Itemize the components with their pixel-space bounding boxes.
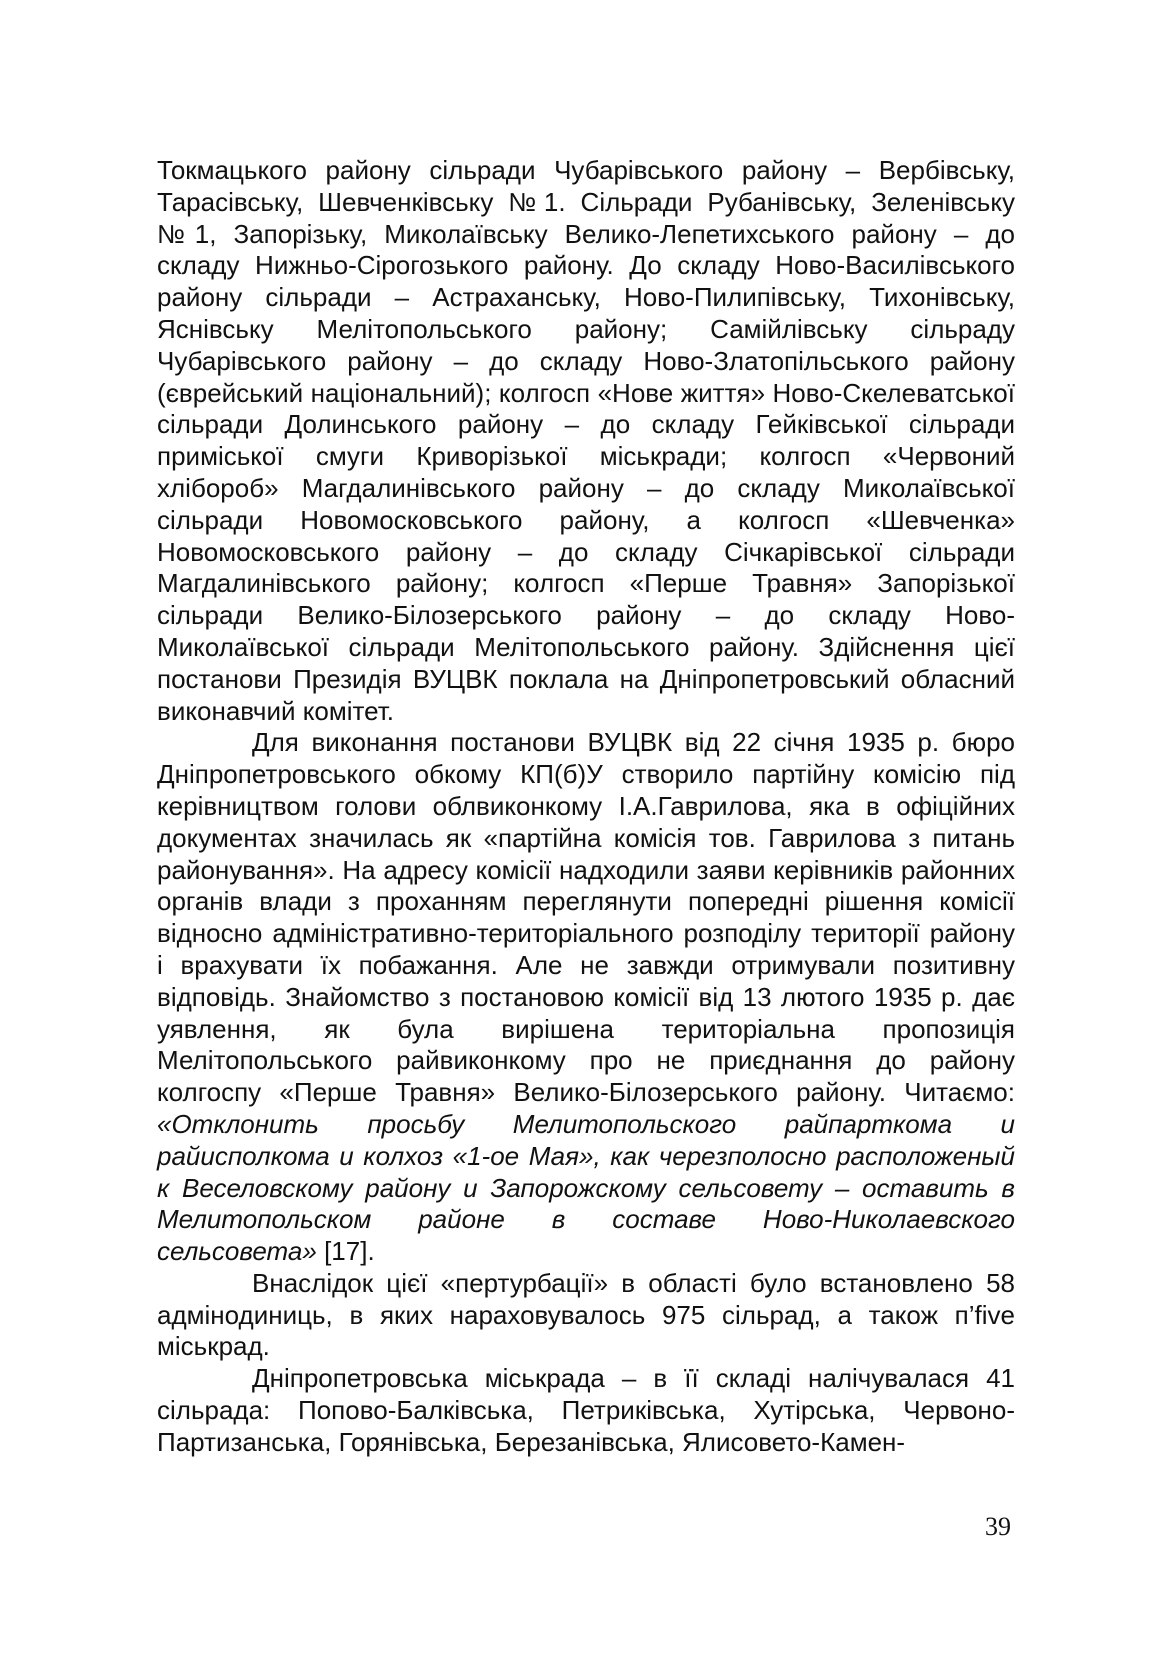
paragraph-2 [157,727,1015,1268]
paragraph-3-text: Внаслідок цієї «пертурбації» в області було встановлено 58 адмінодиниць, в яких нараховувалось 975 сільрад, а також п’five міськрад. [157,1267,1015,1362]
paragraph-4 [157,1363,1015,1458]
page-body [157,155,1015,1459]
paragraph-2-citation: [17]. [316,1236,375,1267]
paragraph-2-quote: «Отклонить просьбу Мелитопольского райпарткома и райисполкома и колхоз «1-ое Мая», как черезполосно расположеный к Веселовскому району и Запорожскому сельсовету – оставить в Мелитопольском районе в составе Ново-Николаевского сельсовета» [157,1108,1015,1267]
page-number: 39 [985,1512,1011,1541]
paragraph-1 [157,155,1015,727]
paragraph-2-text: Для виконання постанови ВУЦВК від 22 січня 1935 р. бюро Дніпропетровського обкому КП(б)У створило партійну комісію під керівництвом голови облвиконкому І.А.Гаврилова, яка в офіційних документах значилась як «партійна комісія тов. Гаврилова з питань районування». На адресу комісії надходили заяви керівників районних органів влади з проханням переглянути попередні рішення комісії відносно адміністративно-територіального розподілу території району і врахувати їх побажання. Але не завжди отримували позитивну відповідь. Знайомство з постановою комісії від 13 лютого 1935 р. дає уявлення, як була вирішена територіальна пропозиція Мелітопольського райвиконкому про не приєднання до району колгоспу «Перше Травня» Велико-Білозерського району. Читаємо: [157,727,1015,1108]
paragraph-3 [157,1268,1015,1363]
paragraph-4-text: Дніпропетровська міськрада – в її складі налічувалася 41 сільрада: Попово-Балківська, Петриківська, Хутірська, Червоно-Партизанська, Горянівська, Березанівська, Ялисовето-Камен- [157,1363,1015,1457]
paragraph-1-text: Токмацького району сільради Чубарівського району – Вербівську, Тарасівську, Шевченківську №1. Сільради Рубанівську, Зеленівську №1, Запорізьку, Миколаївську Велико-Лепетихського району – до складу Нижньо-Сірогозького району. До складу Ново-Василівського району сільради – Астраханську, Ново-Пилипівську, Тихонівську, Яснівську Мелітопольського району; Самійлівську сільраду Чубарівського району – до складу Ново-Златопільського району (єврейський національний); колгосп «Нове життя» Ново-Скелеватської сільради Долинського району – до складу Гейківської сільради приміської смуги Криворізької міськради; колгосп «Червоний хлібороб» Магдалинівського району – до складу Миколаївської сільради Новомосковського району, а колгосп «Шевченка» Новомосковського району – до складу Січкарівської сільради Магдалинівського району; колгосп «Перше Травня» Запорізької сільради Велико-Білозерського району – до складу Ново-Миколаївської сільради Мелітопольського району. Здійснення цієї постанови Президія ВУЦВК поклала на Дніпропетровський обласний виконавчий комітет. [157,155,1015,726]
